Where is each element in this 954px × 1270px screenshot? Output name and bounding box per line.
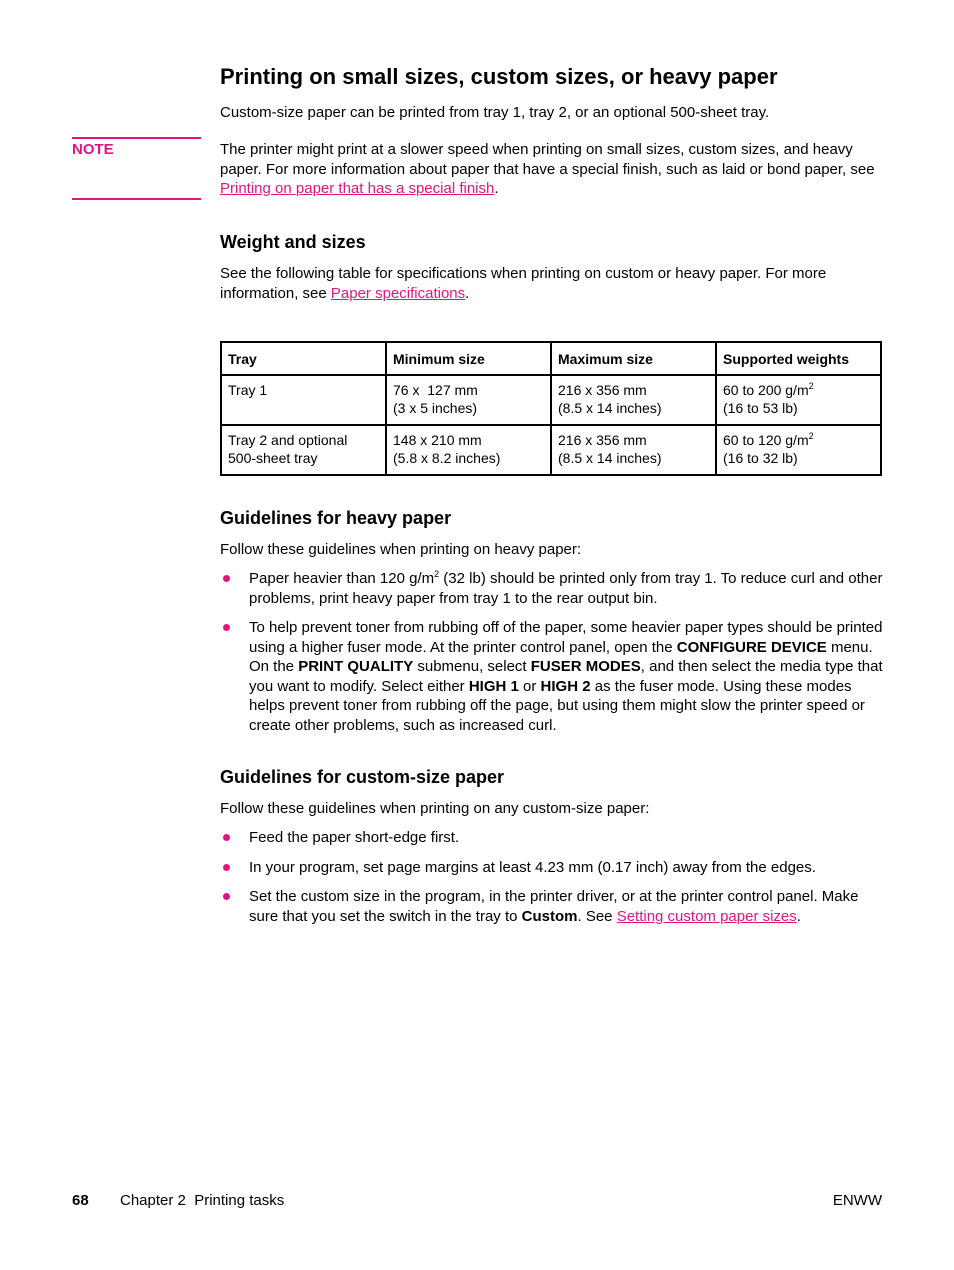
section-heading-weight: Weight and sizes (220, 232, 366, 252)
cell-min-size: 148 x 210 mm (5.8 x 8.2 inches) (386, 425, 551, 475)
cell-tray: Tray 1 (221, 375, 386, 425)
cell-max-size: 216 x 356 mm (8.5 x 14 inches) (551, 425, 716, 475)
header-supported-weights: Supported weights (716, 342, 881, 375)
page-title: Printing on small sizes, custom sizes, or heavy paper (220, 64, 778, 89)
section-heading-custom: Guidelines for custom-size paper (220, 767, 505, 787)
heavy-intro: Follow these guidelines when printing on heavy paper: (220, 541, 582, 558)
bullet-icon (223, 624, 230, 631)
custom-guidelines-list (220, 828, 884, 936)
list-item: To help prevent toner from rubbing off of the paper, some heavier paper types should be printed using a higher fuser mode. At the printer control panel, open the CONFIGURE DEVICE menu. On the PRINT QUALITY submenu, select FUSER MODES, and then select the media type that you want to modify. Select either HIGH 1 or HIGH 2 as the fuser mode. Using these modes helps prevent toner from rubbing off the page, but using them might slow the printer speed or create other problems, such as increased curl. (220, 618, 884, 735)
link-paper-specifications[interactable]: Paper specifications (330, 284, 466, 302)
footer-enww: ENWW (832, 1192, 882, 1209)
note-top-rule (72, 137, 201, 139)
cell-max-size: 216 x 356 mm (8.5 x 14 inches) (551, 375, 716, 425)
cell-tray: Tray 2 and optional 500-sheet tray (221, 425, 386, 475)
intro-paragraph: Custom-size paper can be printed from tray 1, tray 2, or an optional 500-sheet tray. (220, 104, 770, 121)
bullet-icon (223, 864, 230, 871)
table-row (221, 375, 881, 425)
list-item: Feed the paper short-edge first. (220, 828, 884, 848)
note-label: NOTE (72, 141, 114, 158)
table-row (221, 425, 881, 475)
note-text: The printer might print at a slower speed when printing on small sizes, custom sizes, and heavy paper. For more information about paper that have a special finish, such as laid or bond paper, see Printing on paper that has a special finish. (220, 141, 875, 197)
header-maximum-size: Maximum size (551, 342, 716, 375)
bullet-icon (223, 834, 230, 841)
link-setting-custom-paper-sizes[interactable]: Setting custom paper sizes (616, 907, 797, 925)
specs-table (220, 341, 882, 476)
list-item: In your program, set page margins at least 4.23 mm (0.17 inch) away from the edges. (220, 858, 884, 878)
note-bottom-rule (72, 198, 201, 200)
weight-paragraph: See the following table for specifications when printing on custom or heavy paper. For more information, see Paper specifications. (220, 265, 827, 302)
cell-min-size: 76 x 127 mm (3 x 5 inches) (386, 375, 551, 425)
link-special-finish[interactable]: Printing on paper that has a special finish (220, 180, 495, 197)
header-minimum-size: Minimum size (386, 342, 551, 375)
page-number: 68 (72, 1192, 89, 1209)
table-header-row (221, 342, 881, 375)
bullet-icon (223, 893, 230, 900)
bullet-icon (223, 575, 230, 582)
header-tray: Tray (221, 342, 386, 375)
list-item: Set the custom size in the program, in the printer driver, or at the printer control panel. Make sure that you set the switch in the tray to Custom. See Setting custom paper sizes. (220, 887, 884, 926)
footer-chapter: Chapter 2 Printing tasks (120, 1192, 285, 1209)
cell-weights: 60 to 120 $g/m^2$ (16 to 32 lb) (716, 425, 881, 475)
section-heading-heavy: Guidelines for heavy paper (220, 508, 452, 528)
heavy-guidelines-list (220, 569, 884, 745)
list-item: Paper heavier than 120 $g/m^2$ (32 lb) should be printed only from tray 1. To reduce curl and other problems, print heavy paper from tray 1 to the rear output bin. (220, 569, 884, 608)
custom-intro: Follow these guidelines when printing on any custom-size paper: (220, 800, 650, 817)
cell-weights: 60 to 200 $g/m^2$ (16 to 53 lb) (716, 375, 881, 425)
